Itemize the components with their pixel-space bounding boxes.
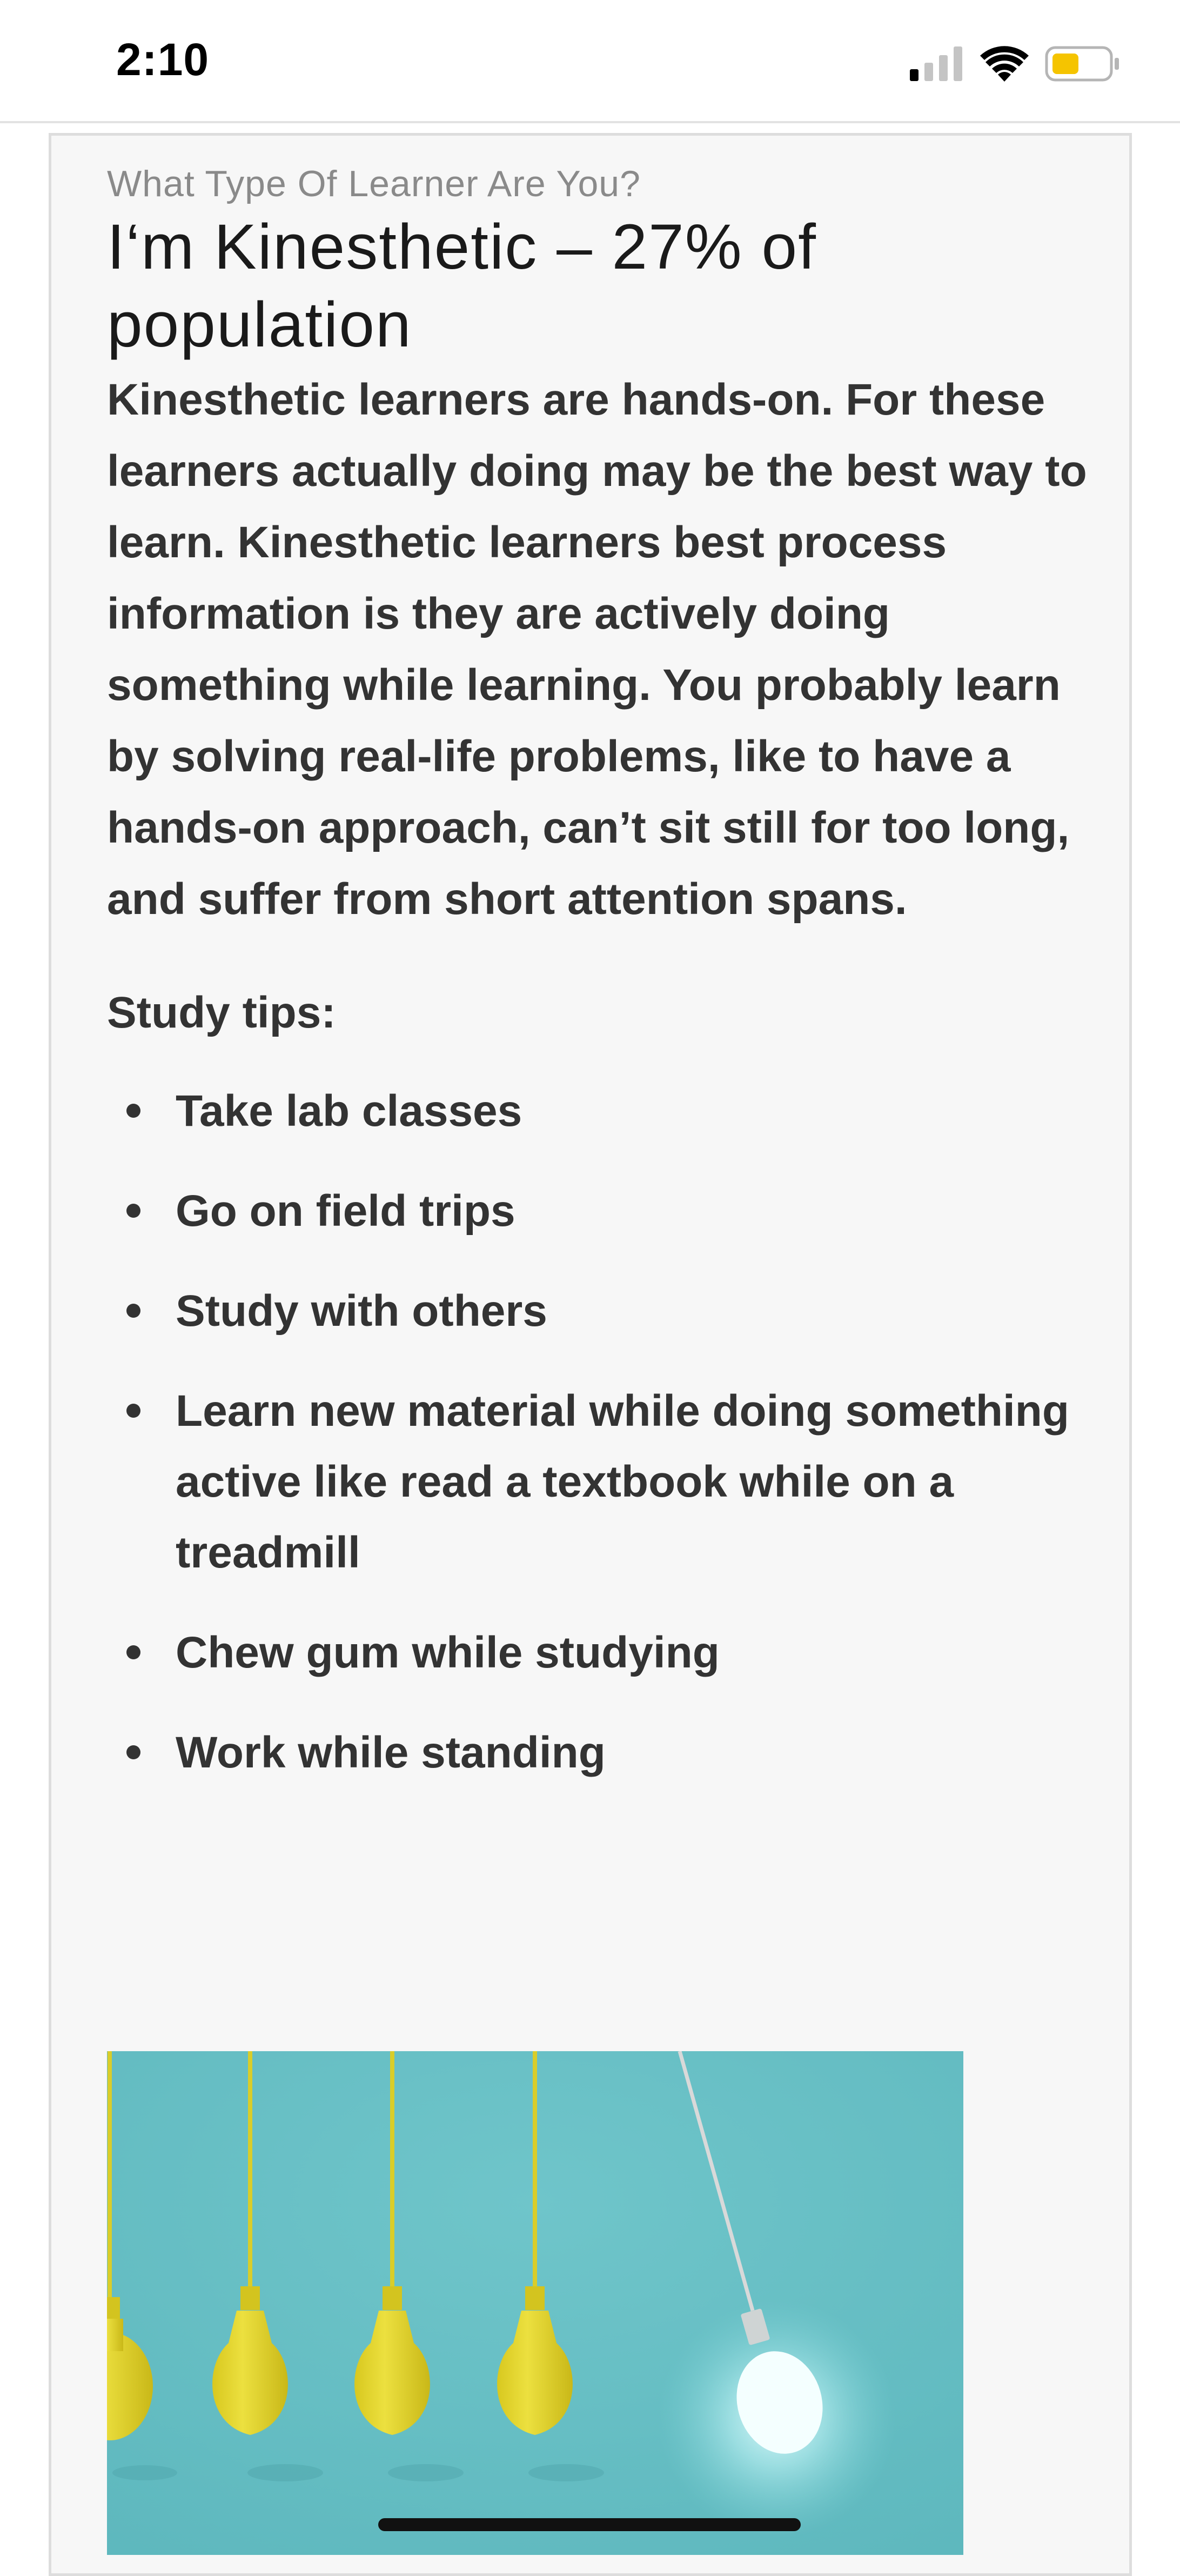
article-content: [107, 162, 1090, 1817]
home-indicator[interactable]: [378, 2518, 801, 2531]
light-bulbs-illustration: [107, 2051, 963, 2555]
light-bulbs-image: [107, 2051, 963, 2555]
wifi-icon: [980, 46, 1029, 82]
study-tips-list: [107, 1076, 1090, 1788]
quiz-label: What Type Of Learner Are You?: [107, 163, 641, 204]
signal-bars-icon: [910, 46, 964, 81]
status-time: 2:10: [116, 34, 210, 85]
study-tip: Go on field trips: [107, 1176, 1090, 1246]
result-description: Kinesthetic learners are hands-on. For these learners actually doing may be the best way to learn. Kinesthetic learners best process information is they are actively doing something while learning. You probably learn by solving real-life problems, like to have a hands-on approach, can’t sit still for too long, and suffer from short attention spans.: [107, 375, 1087, 924]
status-icons: [910, 42, 1121, 85]
study-tip: Learn new material while doing something active like read a textbook while on a treadmill: [107, 1376, 1090, 1588]
study-tip: Take lab classes: [107, 1076, 1090, 1146]
study-tip: Chew gum while studying: [107, 1617, 1090, 1688]
battery-low-icon: [1045, 46, 1121, 82]
result-title: I‘m Kinesthetic – 27% of population: [107, 211, 817, 361]
study-tip: Work while standing: [107, 1717, 1090, 1788]
study-tips-heading: Study tips:: [107, 987, 336, 1037]
status-bar: [0, 0, 1180, 123]
study-tip: Study with others: [107, 1276, 1090, 1346]
